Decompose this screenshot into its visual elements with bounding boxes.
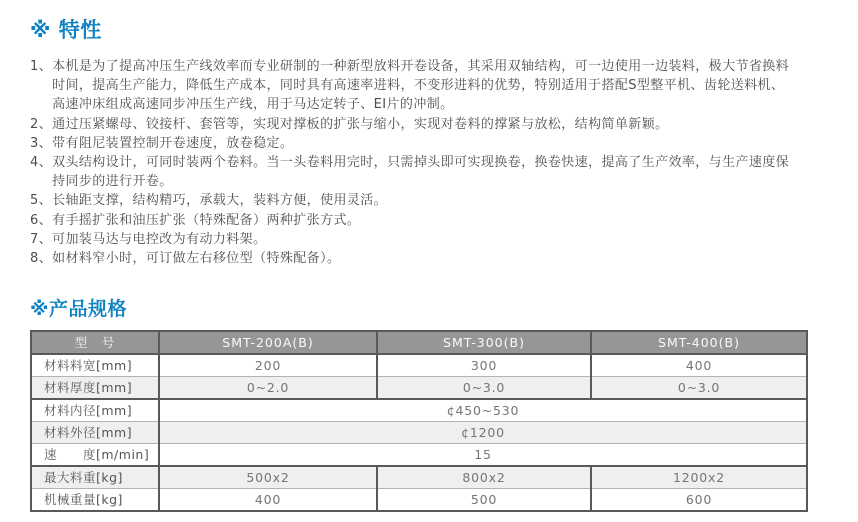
table-row-material-width	[31, 354, 807, 377]
feature-item-number: 5、	[30, 193, 53, 209]
feature-item-text: 双头结构设计，可同时装两个卷料。当一头卷料用完时，只需掉头即可实现换卷，换卷快速，提高了生产效率，与生产速度保持同步的进行开卷。	[52, 155, 790, 190]
feature-item-5	[30, 191, 858, 210]
cell-value: 500	[377, 489, 591, 512]
cell-value: 600	[591, 489, 807, 512]
header-smt-200ab: SMT-200A(B)	[159, 331, 377, 354]
cell-value-merged: ¢1200	[159, 422, 807, 444]
header-model-label: 型 号	[31, 331, 159, 354]
feature-item-number: 2、	[30, 116, 53, 132]
row-label: 机械重量[kg]	[31, 489, 159, 512]
feature-item-text: 可加装马达与电控改为有动力料架。	[52, 231, 267, 247]
feature-item-number: 7、	[30, 231, 53, 247]
feature-item-text: 长轴距支撑，结构精巧，承载大，装料方便，使用灵活。	[52, 193, 388, 209]
table-header-row	[31, 331, 807, 354]
feature-item-8	[30, 249, 858, 268]
cell-value: 1200x2	[591, 466, 807, 489]
feature-item-2	[30, 115, 858, 134]
feature-item-text: 有手摇扩张和油压扩张（特殊配备）两种扩张方式。	[52, 212, 361, 228]
row-label: 材料内径[mm]	[31, 399, 159, 422]
row-label: 材料厚度[mm]	[31, 377, 159, 400]
feature-item-number: 4、	[30, 155, 53, 171]
features-list	[30, 57, 858, 268]
table-row-material-thickness	[31, 377, 807, 400]
feature-item-text: 通过压紧螺母、铰接杆、套管等，实现对撑板的扩张与缩小，实现对卷料的撑紧与放松，结构简单新颖。	[52, 116, 669, 132]
feature-item-3	[30, 134, 858, 153]
table-row-outer-diameter	[31, 422, 807, 444]
feature-item-4	[30, 153, 858, 191]
header-smt-300b: SMT-300(B)	[377, 331, 591, 354]
row-label: 材料外径[mm]	[31, 422, 159, 444]
cell-value: 0~3.0	[591, 377, 807, 400]
cell-value: 800x2	[377, 466, 591, 489]
specs-section	[0, 268, 858, 512]
cell-value: 500x2	[159, 466, 377, 489]
specs-title: ※产品规格	[30, 298, 127, 321]
cell-value-merged: 15	[159, 444, 807, 467]
feature-item-text: 如材料窄小时，可订做左右移位型（特殊配备）。	[52, 251, 341, 267]
feature-item-number: 6、	[30, 212, 53, 228]
feature-item-1	[30, 57, 858, 115]
row-label: 速 度[m/min]	[31, 444, 159, 467]
table-row-inner-diameter	[31, 399, 807, 422]
cell-value: 400	[159, 489, 377, 512]
cell-value: 0~3.0	[377, 377, 591, 400]
cell-value: 300	[377, 354, 591, 377]
header-smt-400b: SMT-400(B)	[591, 331, 807, 354]
feature-item-7	[30, 230, 858, 249]
feature-item-number: 8、	[30, 251, 53, 267]
specs-table	[30, 330, 808, 512]
cell-value-merged: ¢450~530	[159, 399, 807, 422]
table-row-machine-weight	[31, 489, 807, 512]
feature-item-number: 3、	[30, 135, 53, 151]
row-label: 最大料重[kg]	[31, 466, 159, 489]
feature-item-text: 带有阻尼装置控制开卷速度，放卷稳定。	[52, 135, 294, 151]
cell-value: 400	[591, 354, 807, 377]
table-row-speed	[31, 444, 807, 467]
feature-item-text: 本机是为了提高冲压生产线效率而专业研制的一种新型放料开卷设备，其采用双轴结构，可一边使用一边装料，极大节省换料时间，提高生产能力，降低生产成本，同时具有高速率进料，不变形进料的优势，特别适用于搭配S型整平机、齿轮送料机、高速冲床组成高速同步冲压生产线，用于马达定转子、EI片的冲制。	[52, 59, 790, 113]
cell-value: 200	[159, 354, 377, 377]
table-row-max-coil-weight	[31, 466, 807, 489]
row-label: 材料料宽[mm]	[44, 358, 133, 374]
cell-value: 0~2.0	[159, 377, 377, 400]
feature-item-6	[30, 211, 858, 230]
feature-item-number: 1、	[30, 59, 53, 74]
features-title: ※ 特性	[30, 18, 102, 42]
